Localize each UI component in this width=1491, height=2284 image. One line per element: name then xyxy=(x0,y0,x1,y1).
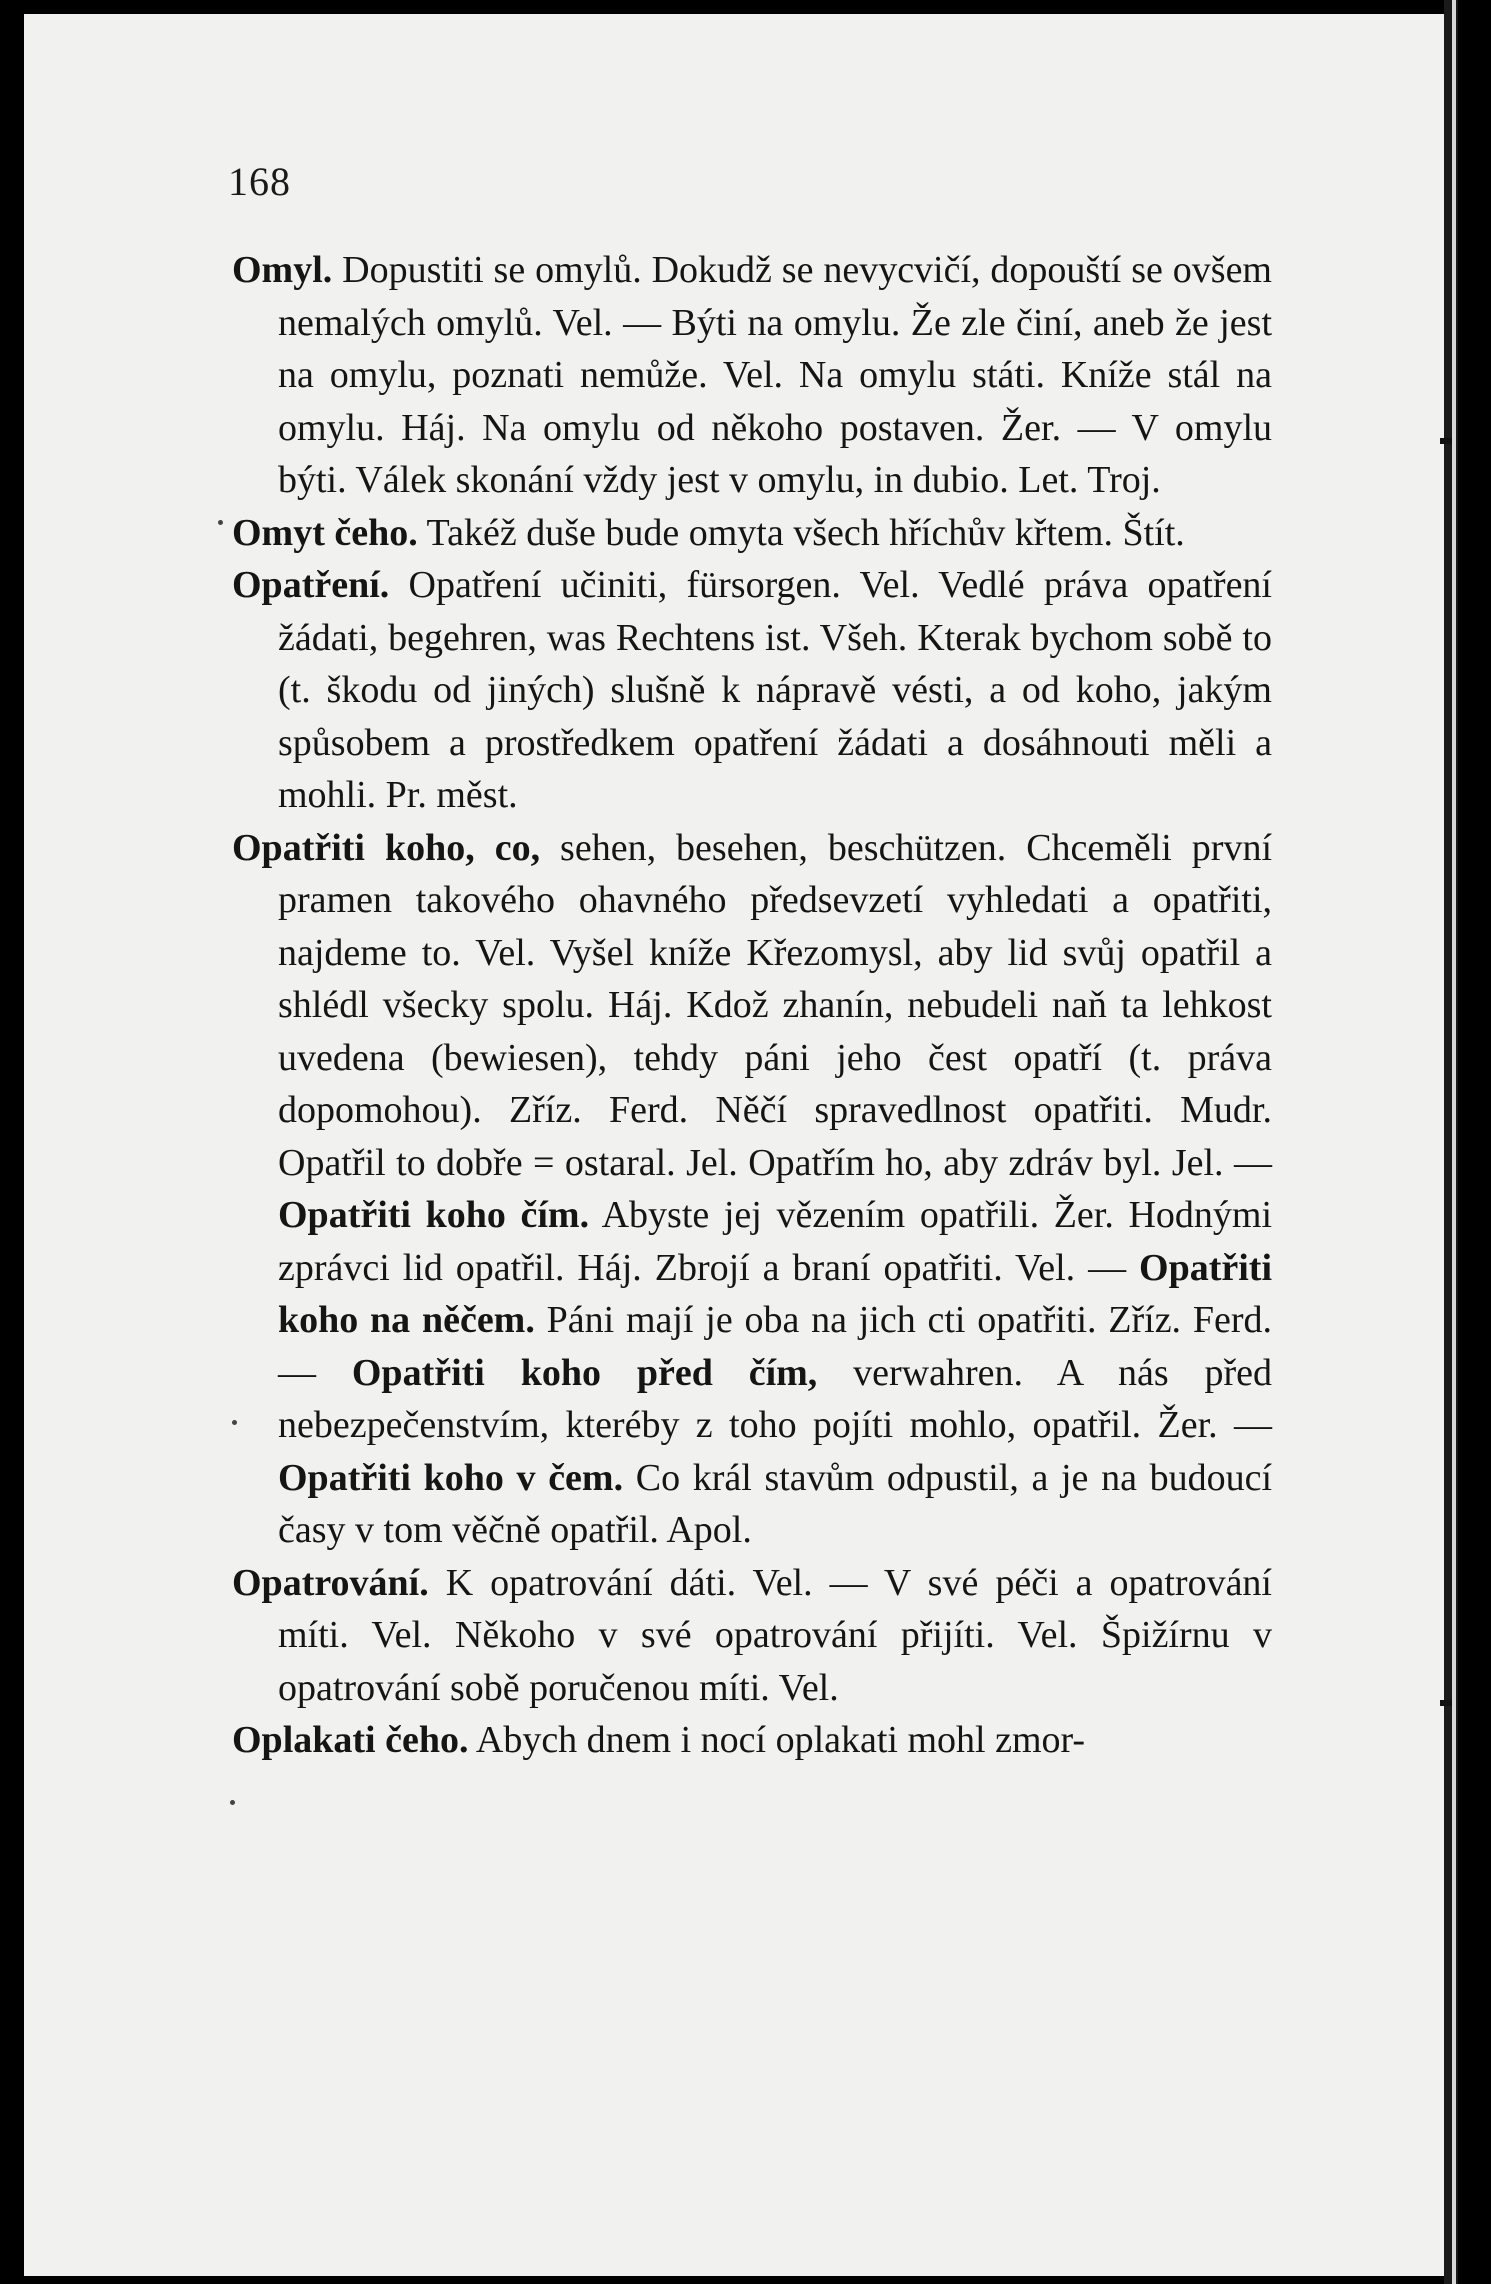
entry-text: Abyste jej vězením opatřili. Žer. Hodnými zprávci lid opatřil. Háj. Zbrojí a braní opatřiti. Vel. — xyxy=(278,1194,1273,1289)
entry-subheadword: Opatřiti koho před čím, xyxy=(351,1351,818,1394)
entry-text: Páni mají je oba na jich cti opatřiti. Zříz. Ferd. — xyxy=(278,1299,1272,1394)
entry-headword: Opatrování. xyxy=(232,1561,429,1604)
margin-speck xyxy=(230,1800,235,1805)
entry-text: K opatrování dáti. Vel. — V své péči a opatrování míti. Vel. Někoho v své opatrování přijíti. Vel. Špižírnu v opatrování sobě poručenou míti. Vel. xyxy=(278,1561,1272,1709)
entry-subheadword: Opatřiti koho v čem. xyxy=(278,1456,624,1499)
dictionary-entry xyxy=(232,244,1272,507)
entry-subheadword: Opatřiti koho na něčem. xyxy=(278,1246,1272,1341)
dictionary-text xyxy=(232,244,1272,1767)
entry-headword: Opatření. xyxy=(232,564,390,606)
dictionary-entry xyxy=(232,507,1272,560)
entry-text: Co král stavům odpustil, a je na budoucí časy v tom věčně opatřil. Apol. xyxy=(278,1456,1273,1551)
dictionary-entry xyxy=(232,822,1272,1557)
entry-text: sehen, besehen, beschützen. Chceměli první pramen takového ohavného předsevzetí vyhledati a opatřiti, najdeme to. Vel. Vyšel kníže Křezomysl, aby lid svůj opatřil a shlédl všecky spolu. Háj. Kdož zhanín, nebudeli naň ta lehkost uvedena (bewiesen), tehdy páni jeho čest opatří (t. práva dopomohou). Zříz. Ferd. Něčí spravedlnost opatřiti. Mudr. Opatřil to dobře = ostaral. Jel. Opatřím ho, aby zdráv byl. Jel. — xyxy=(278,826,1273,1184)
margin-speck xyxy=(218,520,223,525)
edge-mark xyxy=(1440,438,1452,444)
dictionary-entry xyxy=(232,559,1272,822)
entry-text: verwahren. A nás před nebezpečenstvím, kteréby z toho pojíti mohlo, opatřil. Žer. — xyxy=(278,1351,1273,1446)
entry-text: Dopustiti se omylů. Dokudž se nevycvičí, dopouští se ovšem nemalých omylů. Vel. — Býti na omylu. Že zle činí, aneb že jest na omylu, poznati nemůže. Vel. Na omylu státi. Kníže stál na omylu. Háj. Na omylu od někoho postaven. Žer. — V omylu býti. Válek skonání vždy jest v omylu, in dubio. Let. Troj. xyxy=(278,249,1272,501)
dictionary-entry xyxy=(232,1557,1272,1715)
page-number: 168 xyxy=(228,159,291,204)
entry-text: Takéž duše bude omyta všech hříchův křtem. Štít. xyxy=(417,511,1185,554)
entry-text: Opatření učiniti, fürsorgen. Vel. Vedlé práva opatření žádati, begehren, was Rechtens ist. Všeh. Kterak bychom sobě to (t. škodu od jiných) slušně k nápravě vésti, a od koho, jakým spůsobem a prostředkem opatření žádati a dosáhnouti měli a mohli. Pr. měst. xyxy=(278,564,1272,816)
entry-subheadword: Opatřiti koho čím. xyxy=(278,1194,590,1236)
entry-headword: Oplakati čeho. xyxy=(232,1719,469,1761)
entry-headword: Omyt čeho. xyxy=(232,511,418,554)
dictionary-entry xyxy=(232,1714,1272,1767)
entry-headword: Omyl. xyxy=(232,249,333,291)
entry-headword: Opatřiti koho, co, xyxy=(232,826,541,869)
entry-text: Abych dnem i nocí oplakati mohl zmor- xyxy=(468,1719,1086,1761)
page-edge-rule xyxy=(1452,0,1456,2284)
edge-mark xyxy=(1440,1700,1452,1706)
